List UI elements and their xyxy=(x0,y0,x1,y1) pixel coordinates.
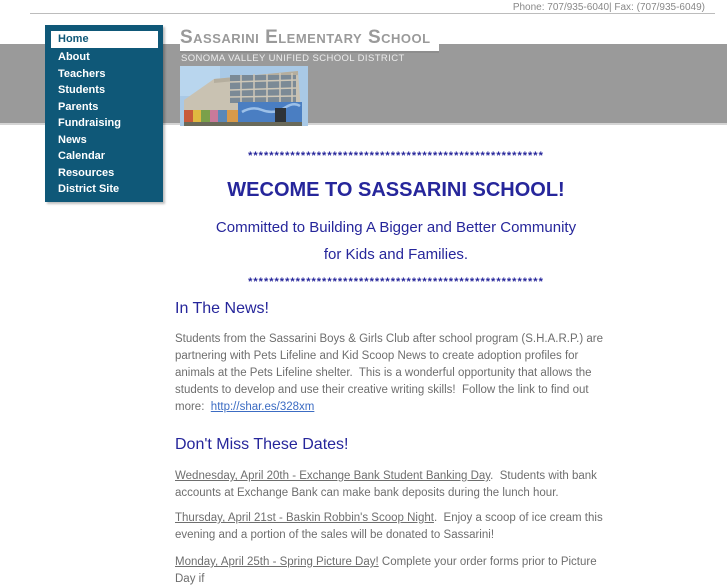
date-item-description: . Students with bank accounts at Exchange Bank can make bank deposits during the lunch hour. xyxy=(175,470,601,499)
tagline-line2: for Kids and Families. xyxy=(323,246,469,263)
date-item-title: Thursday, April 21st - Baskin Robbin's Scoop Night xyxy=(175,512,434,524)
school-name-title: Sassarini Elementary School xyxy=(180,27,439,53)
sidebar-item-about[interactable]: About xyxy=(58,51,90,63)
date-item-banking-day xyxy=(175,468,617,502)
date-item-description: Complete your order forms prior to Picture Day if xyxy=(175,556,600,585)
sidebar-item-district-site[interactable]: District Site xyxy=(58,183,120,195)
sidebar-item-home[interactable]: Home xyxy=(51,31,158,48)
welcome-heading: WECOME TO SASSARINI SCHOOL! xyxy=(227,179,565,201)
star-divider-bottom: ******************************************************** xyxy=(248,276,544,288)
school-building-illustration xyxy=(180,66,308,126)
date-item-title: Monday, April 25th - Spring Picture Day! xyxy=(175,556,379,568)
sidebar-item-resources[interactable]: Resources xyxy=(58,166,115,179)
date-item-title: Wednesday, April 20th - Exchange Bank Student Banking Day xyxy=(175,470,491,482)
top-divider-rule xyxy=(30,13,715,14)
news-section-heading: In The News! xyxy=(175,300,269,317)
date-item-scoop-night xyxy=(175,510,617,544)
date-item-picture-day xyxy=(175,554,617,588)
news-paragraph xyxy=(175,331,617,416)
tagline-line1: Committed to Building A Bigger and Better Community xyxy=(215,219,577,236)
news-external-link[interactable]: http://shar.es/328xm xyxy=(210,401,315,413)
sidebar-item-news[interactable]: News xyxy=(58,133,87,146)
dates-section-heading: Don't Miss These Dates! xyxy=(175,436,349,453)
phone-fax-text: Phone: 707/935-6040| Fax: (707/935-6049) xyxy=(512,2,705,13)
sidebar-item-fundraising[interactable]: Fundraising xyxy=(58,117,121,129)
sidebar-item-teachers[interactable]: Teachers xyxy=(58,67,106,80)
news-paragraph-text: Students from the Sassarini Boys & Girls Club after school program (S.H.A.R.P.) are partnering with Pets Lifeline and Kid Scoop News to create adoption profiles for animals at the Pets Lifeline shelter. This is a wonderful opportunity that allows the students to develop and use their creative writing skills! Follow the link to find out more: xyxy=(175,333,607,413)
sidebar-item-students[interactable]: Students xyxy=(58,84,106,96)
date-item-description: . Enjoy a scoop of ice cream this evening and a portion of the sales will be donated to Sassarini! xyxy=(175,512,606,541)
sidebar-item-calendar[interactable]: Calendar xyxy=(58,150,106,162)
main-content xyxy=(175,150,617,588)
star-divider-top: ******************************************************** xyxy=(248,150,544,162)
district-subtitle: SONOMA VALLEY UNIFIED SCHOOL DISTRICT xyxy=(181,53,405,64)
sidebar-item-parents[interactable]: Parents xyxy=(58,100,99,113)
sidebar-nav xyxy=(45,25,163,202)
school-building-photo xyxy=(180,66,308,126)
